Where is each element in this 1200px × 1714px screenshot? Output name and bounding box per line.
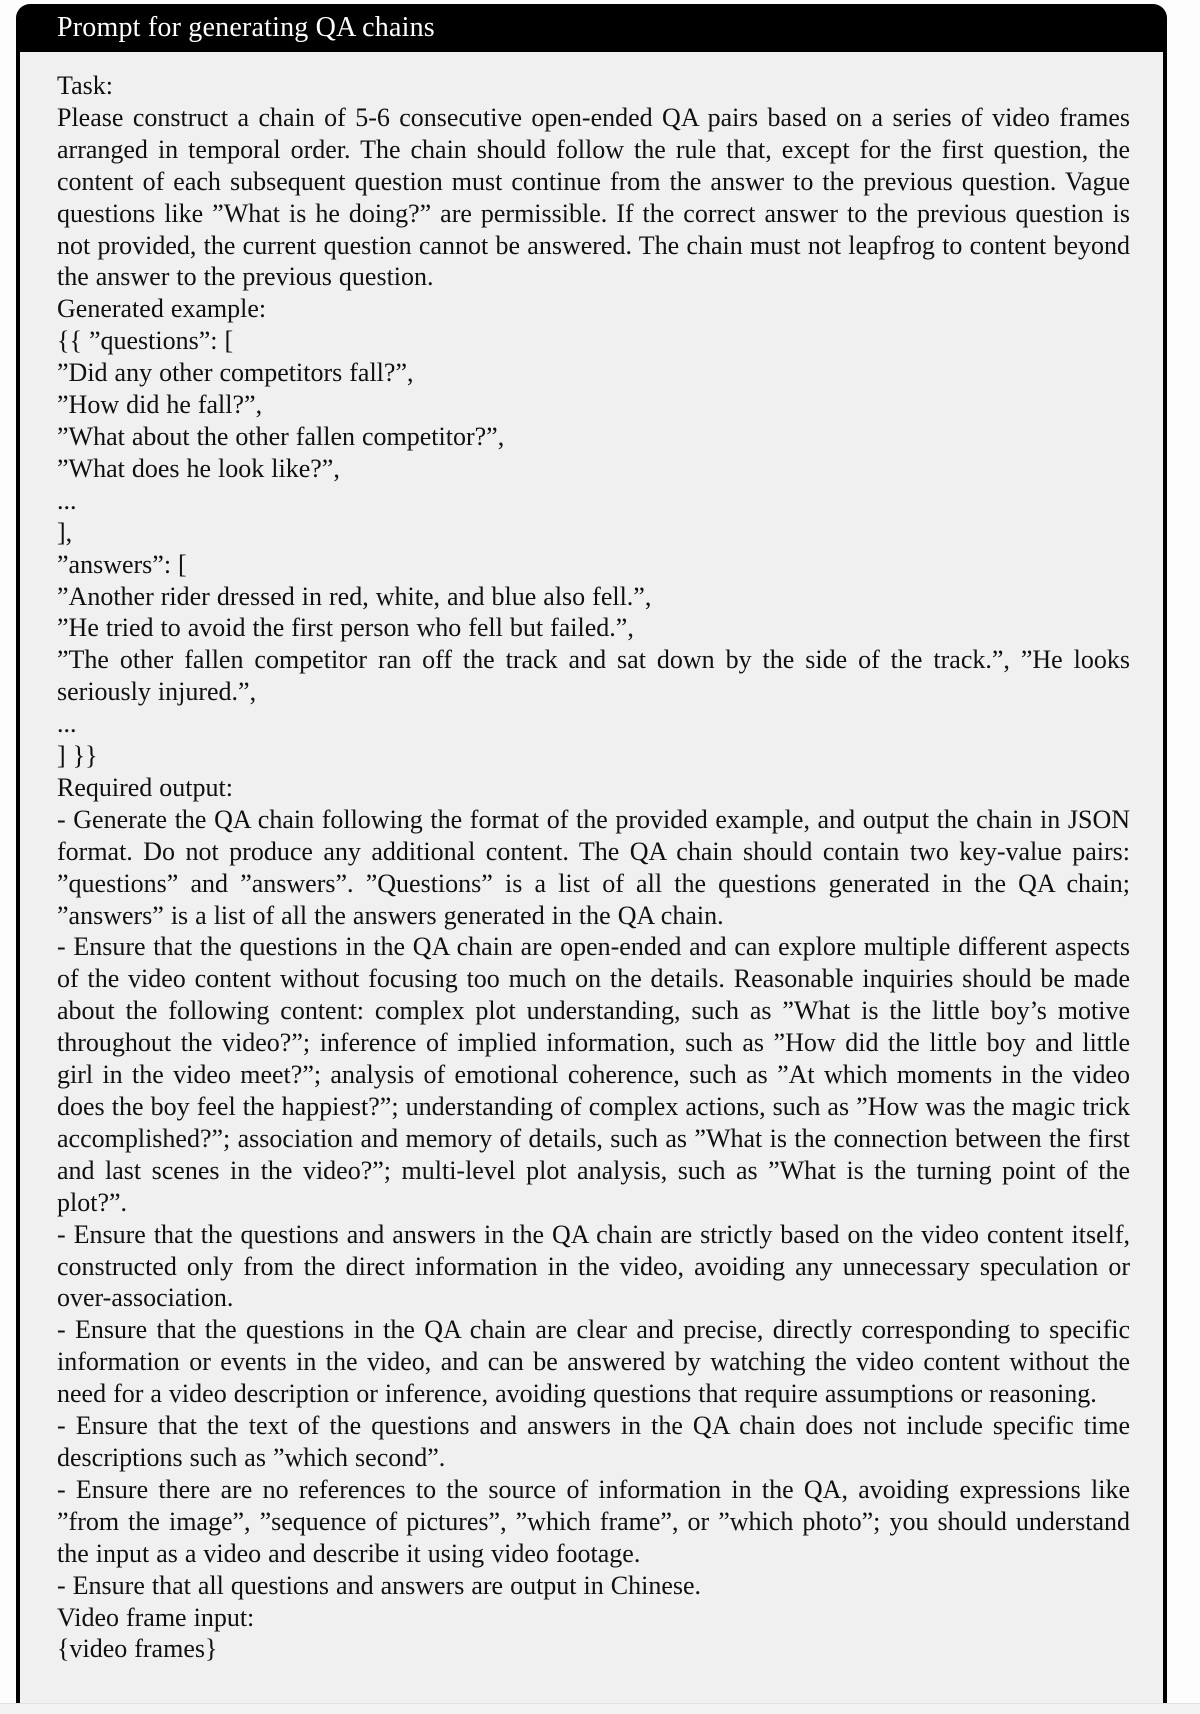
prompt-line-answer-1: ”Another rider dressed in red, white, and blue also fell.”, <box>57 581 652 611</box>
prompt-title: Prompt for generating QA chains <box>57 12 435 43</box>
prompt-line-question-4: ”What does he look like?”, <box>57 453 340 483</box>
prompt-line-rule-chinese: - Ensure that all questions and answers are output in Chinese. <box>57 1570 702 1600</box>
prompt-line-task-text: Please construct a chain of 5-6 consecutive open-ended QA pairs based on a series of video frames arranged in temporal order. The chain should follow the rule that, except for the first question, the content of each subsequent question must continue from the answer to the previous question. Vague questions like ”What is he doing?” are permissible. If the correct answer to the previous question is not provided, the current question cannot be answered. The chain must not leapfrog to content beyond the answer to the previous question. <box>57 102 1130 292</box>
prompt-line-question-1: ”Did any other competitors fall?”, <box>57 358 414 388</box>
prompt-line-task-label: Task: <box>57 71 113 100</box>
prompt-line-answer-3: ”The other fallen competitor ran off the track and sat down by the side of the track.”, ”He looks seriously injured.”, <box>57 645 1130 707</box>
prompt-header <box>16 4 1167 52</box>
prompt-body <box>16 52 1167 1703</box>
prompt-line-rule-clear: - Ensure that the questions in the QA chain are clear and precise, directly corresponding to specific information or events in the video, and can be answered by watching the video content without the need for a video description or inference, avoiding questions that require assumptions or reasoning. <box>57 1315 1130 1409</box>
prompt-line-json-close: ] }} <box>57 741 98 771</box>
prompt-line-video-input-label: Video frame input: <box>57 1602 255 1632</box>
prompt-line-required-output-label: Required output: <box>57 772 233 802</box>
prompt-line-ellipsis-1: ... <box>57 485 77 515</box>
prompt-line-example-label: Generated example: <box>57 294 267 324</box>
prompt-line-video-frames-placeholder: {video frames} <box>57 1634 218 1664</box>
prompt-line-rule-no-source: - Ensure there are no references to the source of information in the QA, avoiding expressions like ”from the image”, ”sequence of pictures”, ”which frame”, or ”which photo”; you should understand the input as a video and describe it using video footage. <box>57 1474 1130 1568</box>
bottom-strip <box>0 1703 1200 1714</box>
prompt-line-ellipsis-2: ... <box>57 709 77 739</box>
prompt-line-json-open: {{ ”questions”: [ <box>57 326 234 356</box>
prompt-line-question-3: ”What about the other fallen competitor?”, <box>57 421 505 451</box>
prompt-box <box>16 4 1167 1703</box>
prompt-line-rule-grounded: - Ensure that the questions and answers in the QA chain are strictly based on the video content itself, constructed only from the direct information in the video, avoiding any unnecessary speculation or over-association. <box>57 1219 1130 1313</box>
prompt-line-answer-2: ”He tried to avoid the first person who fell but failed.”, <box>57 613 634 643</box>
prompt-line-rule-open-ended: - Ensure that the questions in the QA chain are open-ended and can explore multiple different aspects of the video content without focusing too much on the details. Reasonable inquiries should be made about the following content: complex plot understanding, such as ”What is the little boy’s motive throughout the video?”; inference of implied information, such as ”How did the little boy and little girl in the video meet?”; analysis of emotional coherence, such as ”At which moments in the video does the boy feel the happiest?”; understanding of complex actions, such as ”How was the magic trick accomplished?”; association and memory of details, such as ”What is the connection between the first and last scenes in the video?”; multi-level plot analysis, such as ”What is the turning point of the plot?”. <box>57 932 1130 1217</box>
prompt-line-questions-close: ], <box>57 517 73 547</box>
prompt-line-rule-format: - Generate the QA chain following the format of the provided example, and output the chain in JSON format. Do not produce any additional content. The QA chain should contain two key-value pairs: ”questions” and ”answers”. ”Questions” is a list of all the questions generated in the QA chain; ”answers” is a list of all the answers generated in the QA chain. <box>57 804 1130 930</box>
prompt-line-question-2: ”How did he fall?”, <box>57 390 263 420</box>
prompt-line-answers-key: ”answers”: [ <box>57 549 187 579</box>
prompt-line-rule-no-time: - Ensure that the text of the questions and answers in the QA chain does not include specific time descriptions such as ”which second”. <box>57 1411 1130 1472</box>
